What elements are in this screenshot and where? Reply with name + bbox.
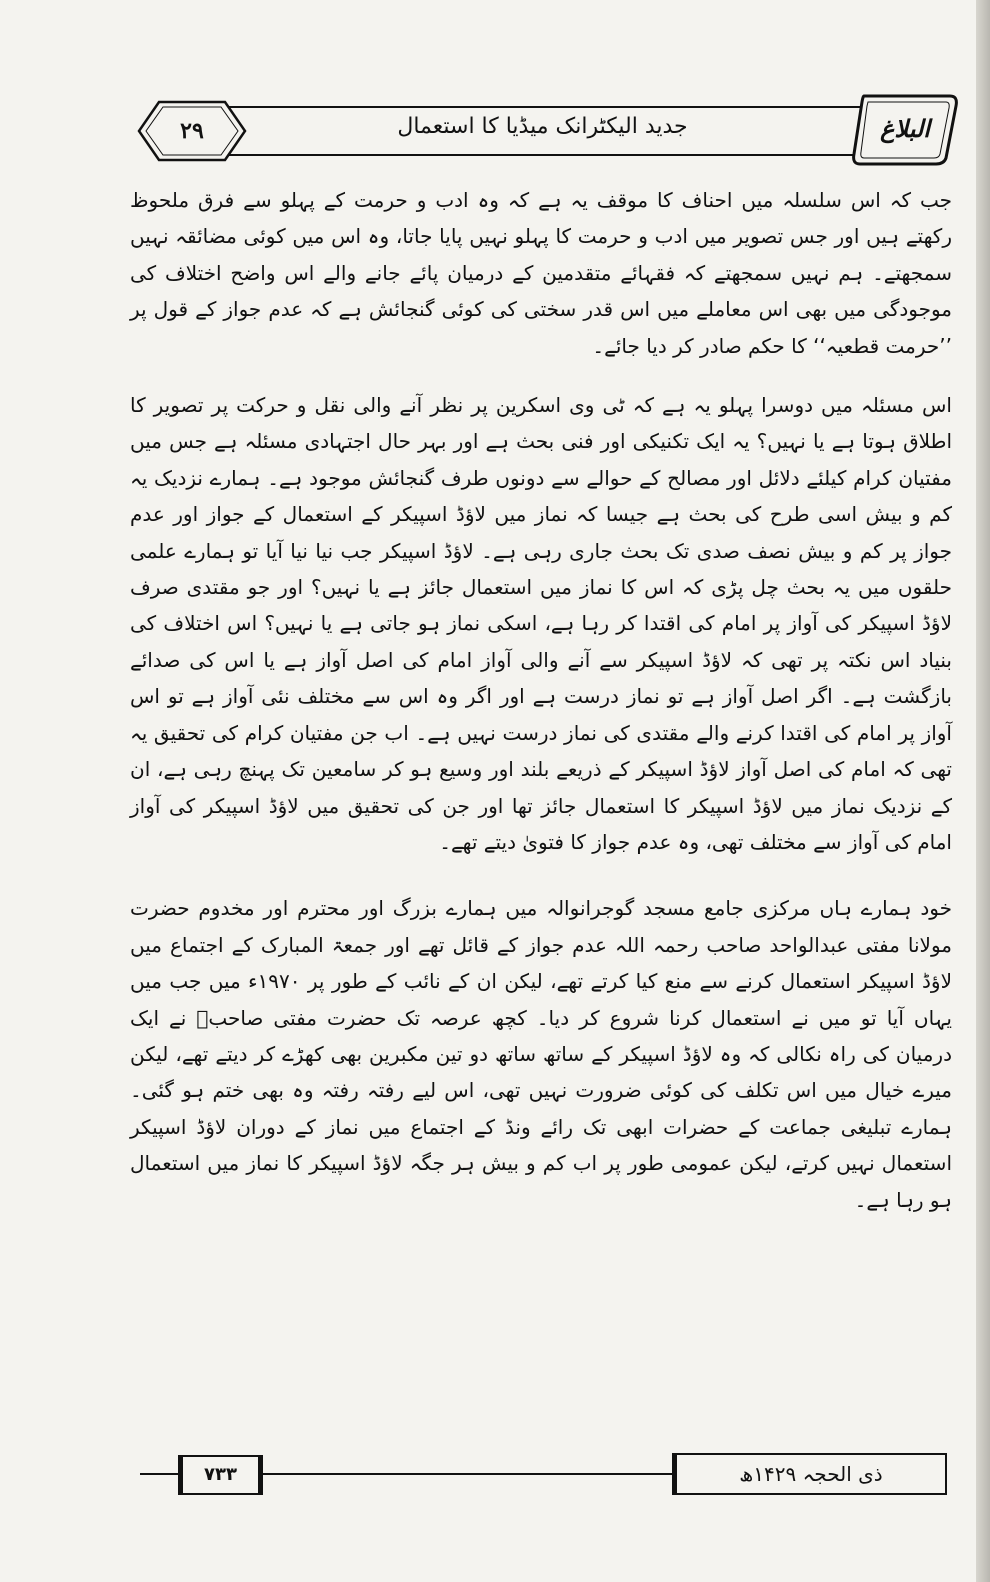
article-body (130, 182, 952, 1243)
paragraph-1: جب کہ اس سلسلہ میں احناف کا موقف یہ ہے کہ وہ ادب و حرمت کے پہلو سے فرق ملحوظ رکھتے ہیں اور جس تصویر میں ادب و حرمت کا پہلو نہیں پایا جاتا، وہ اس میں کوئی مضائقہ نہیں سمجھتے۔ ہم نہیں سمجھتے کہ فقہائے متقدمین کے درمیان پائے جانے والے اس واضح اختلاف کی موجودگی میں بھی اس معاملے میں اس قدر سختی کی کوئی گنجائش ہے کہ عدم جواز کے قول پر ’’حرمت قطعیہ‘‘ کا حکم صادر کر دیا جائے۔ (130, 188, 952, 358)
header-rule-top (185, 106, 905, 108)
running-title: جدید الیکٹرانک میڈیا کا استعمال (397, 114, 688, 139)
paragraph-3: خود ہمارے ہاں مرکزی جامع مسجد گوجرانوالہ میں ہمارے بزرگ اور محترم اور مخدوم حضرت مولانا مفتی عبدالواحد صاحب رحمہ اللہ عدم جواز کے قائل تھے اور جمعۃ المبارک کے اجتماع میں لاؤڈ اسپیکر استعمال کرنے سے منع کیا کرتے تھے، لیکن ان کے نائب کے طور پر ۱۹۷۰ء میں جب میں یہاں آیا تو میں نے استعمال کرنا شروع کر دیا۔ کچھ عرصہ تک حضرت مفتی صاحبؒ نے ایک درمیان کی راہ نکالی کہ وہ لاؤڈ اسپیکر کے ساتھ ساتھ دو تین مکبرین بھی کھڑے کر دیتے تھے، لیکن میرے خیال میں اس تکلف کی کوئی ضرورت نہیں تھی، اس لیے رفتہ رفتہ وہ بھی ختم ہو گئی۔ ہمارے تبلیغی جماعت کے حضرات ابھی تک رائے ونڈ کے اجتماع میں نماز کے دوران لاؤڈ اسپیکر استعمال نہیں کرتے، لیکن عمومی طور پر اب کم و بیش ہر جگہ لاؤڈ اسپیکر کا نماز میں استعمال ہو رہا ہے۔ (130, 896, 952, 1212)
footer-rule-left (140, 1473, 178, 1475)
page-header (125, 92, 960, 172)
issue-page-number: ۷۳۳ (178, 1455, 263, 1495)
logo-text: البلاغ (880, 114, 930, 143)
issue-date: ذی الحجہ ۱۴۲۹ھ (672, 1453, 947, 1495)
page-edge (976, 0, 990, 1582)
page-number-badge (137, 100, 247, 162)
page-footer (140, 1450, 950, 1500)
paragraph-2: اس مسئلہ میں دوسرا پہلو یہ ہے کہ ٹی وی اسکرین پر نظر آنے والی نقل و حرکت پر تصویر کا اطلاق ہوتا ہے یا نہیں؟ یہ ایک تکنیکی اور فنی بحث ہے اور بہر حال اجتہادی مسئلہ ہے جس میں مفتیان کرام کیلئے دلائل اور مصالح کے حوالے سے دونوں طرف گنجائش موجود ہے۔ ہمارے نزدیک یہ کم و بیش اسی طرح کی بحث ہے جیسا کہ نماز میں لاؤڈ اسپیکر کے استعمال کے جواز اور عدم جواز پر کم و بیش نصف صدی تک بحث جاری رہی ہے۔ لاؤڈ اسپیکر جب نیا نیا آیا تو ہمارے علمی حلقوں میں یہ بحث چل پڑی کہ اس کا نماز میں استعمال جائز ہے یا نہیں؟ اور جو مقتدی صرف لاؤڈ اسپیکر کی آواز پر امام کی اقتدا کر رہا ہے، اسکی نماز ہو جاتی ہے یا نہیں؟ اس اختلاف کی بنیاد اس نکتہ پر تھی کہ لاؤڈ اسپیکر سے آنے والی آواز امام کی اصل آواز ہے یا اس کی صدائے بازگشت ہے۔ اگر اصل آواز ہے تو نماز درست ہے اور اگر وہ اس سے مختلف نئی آواز ہے تو اس آواز پر امام کی اقتدا کرنے والے مقتدی کی نماز درست نہیں ہے۔ اب جن مفتیان کرام کی تحقیق یہ تھی کہ امام کی اصل آواز لاؤڈ اسپیکر کے ذریعے بلند اور وسیع ہو کر سامعین تک پہنچ رہی ہے، ان کے نزدیک نماز میں لاؤڈ اسپیکر کا استعمال جائز تھا اور جن کی تحقیق میں لاؤڈ اسپیکر کی آواز امام کی آواز سے مختلف تھی، وہ عدم جواز کا فتویٰ دیتے تھے۔ (130, 393, 952, 854)
page-number: ۲۹ (180, 118, 204, 144)
header-rule-bottom (185, 154, 905, 156)
journal-logo (850, 92, 960, 168)
footer-rule-middle (263, 1473, 672, 1475)
